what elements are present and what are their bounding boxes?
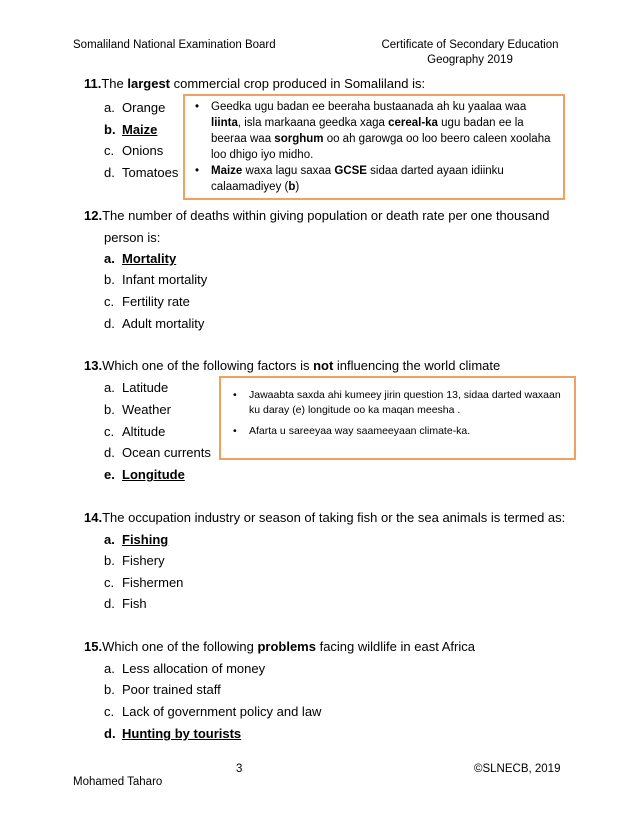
option-15b: b. Poor trained staff — [104, 682, 221, 697]
note-bullet: • Geedka ugu badan ee beeraha bustaanada ah ku yaalaa waa liinta, isla markaana geedka xaga cereal-ka ugu badan ee la beeraa waa sorghum oo ah garowga oo loo beero caleen xoolaha loo dhigo iyo midho. — [191, 99, 557, 163]
question-13 — [84, 358, 500, 374]
option-13b: b. Weather — [104, 402, 171, 417]
option-11a: a. Orange — [104, 100, 166, 115]
question-15 — [84, 639, 475, 655]
option-11b-answer: b. Maize — [104, 122, 158, 137]
question-number: 14. — [84, 510, 103, 525]
question-text: The — [101, 76, 128, 91]
copyright: ©SLNECB, 2019 — [474, 763, 561, 775]
question-14 — [84, 510, 565, 526]
question-text: commercial crop produced in Somaliland is: — [170, 76, 426, 91]
option-12d: d. Adult mortality — [104, 316, 205, 331]
header-certificate — [370, 38, 570, 68]
question-text: The occupation industry or season of taking fish or the sea animals is termed as: — [102, 510, 566, 525]
option-13d: d. Ocean currents — [104, 445, 211, 460]
option-13c: c. Altitude — [104, 424, 166, 439]
question-number: 12. — [84, 208, 103, 223]
option-11d: d. Tomatoes — [104, 165, 179, 180]
option-15a: a. Less allocation of money — [104, 661, 266, 676]
option-14b: b. Fishery — [104, 553, 165, 568]
option-12b: b. Infant mortality — [104, 272, 208, 287]
option-14a-answer: a. Fishing — [104, 532, 169, 547]
author: Mohamed Taharo — [73, 776, 163, 788]
header-certificate-line: Certificate of Secondary Education — [381, 39, 559, 51]
question-text: Which one of the following — [102, 639, 258, 654]
question-emphasis: not — [313, 358, 334, 373]
question-number: 11. — [84, 76, 102, 91]
question-number: 15. — [84, 639, 103, 654]
question-text: facing wildlife in east Africa — [315, 639, 475, 654]
option-14c: c. Fishermen — [104, 575, 184, 590]
note-bullet: • Afarta u sareeyaa way saameeyaan climate-ka. — [229, 424, 566, 439]
question-number: 13. — [84, 358, 103, 373]
option-12a-answer: a. Mortality — [104, 251, 177, 266]
header-board: Somaliland National Examination Board — [73, 39, 276, 51]
question-12-continued: person is: — [104, 230, 161, 245]
question-emphasis: largest — [127, 76, 171, 91]
option-13a: a. Latitude — [104, 380, 169, 395]
note-bullet: • Jawaabta saxda ahi kumeey jirin question 13, sidaa darted waxaan ku daray (e) longitude oo ka maqan meesha . — [229, 388, 566, 418]
question-emphasis: problems — [257, 639, 316, 654]
option-12c: c. Fertility rate — [104, 294, 190, 309]
answer-note-13 — [219, 376, 576, 460]
option-11c: c. Onions — [104, 143, 164, 158]
option-15c: c. Lack of government policy and law — [104, 704, 322, 719]
answer-note-11 — [183, 94, 565, 200]
question-text: The number of deaths within giving population or death rate per one thousand — [102, 208, 550, 223]
option-13e-answer: e. Longitude — [104, 467, 185, 482]
question-11 — [84, 76, 425, 92]
question-text: influencing the world climate — [333, 358, 501, 373]
header-subject-line: Geography 2019 — [427, 54, 513, 66]
option-14d: d. Fish — [104, 596, 147, 611]
question-text: Which one of the following factors is — [102, 358, 314, 373]
question-12 — [84, 208, 549, 224]
note-bullet: • Maize waxa lagu saxaa GCSE sidaa darted ayaan idiinku calaamadiyey (b) — [191, 163, 557, 195]
option-15d-answer: d. Hunting by tourists — [104, 726, 242, 741]
page-number: 3 — [236, 763, 243, 775]
